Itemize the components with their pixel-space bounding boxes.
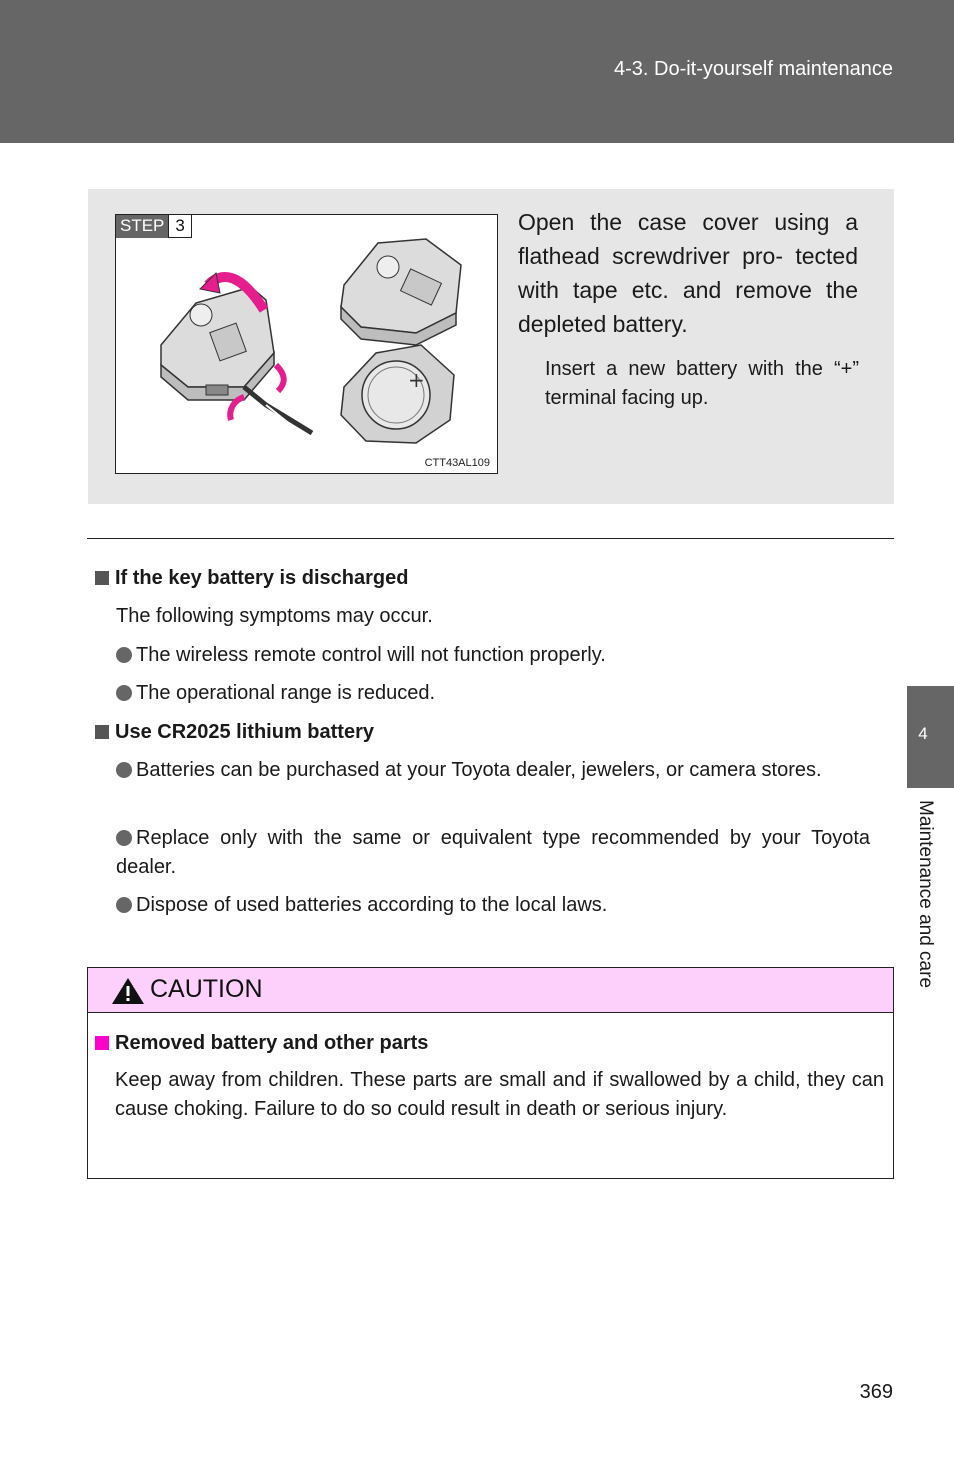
section-title: 4-3. Do-it-yourself maintenance (613, 58, 893, 80)
list-item (116, 679, 870, 708)
warning-icon (110, 976, 146, 1006)
caution-title: CAUTION (150, 975, 263, 1003)
page-number: 369 (859, 1381, 893, 1403)
caution-box (87, 967, 894, 1179)
bullet-dot-icon (116, 830, 132, 846)
step-number: 3 (168, 215, 191, 238)
discharged-heading (95, 564, 408, 593)
list-item-text: The wireless remote control will not function properly. (136, 644, 606, 666)
key-battery-illustration (115, 214, 498, 474)
square-bullet-icon (95, 571, 109, 585)
list-item-text: Batteries can be purchased at your Toyota dealer, jewelers, or camera stores. (136, 759, 822, 781)
battery-type-heading-text: Use CR2025 lithium battery (115, 721, 374, 743)
caution-text: Keep away from children. These parts are small and if swallowed by a child, they can cause choking. Failure to do so could result in death or serious injury. (115, 1069, 884, 1120)
list-item (116, 641, 870, 670)
caution-header (88, 968, 893, 1013)
key-fob-open-left (161, 287, 312, 437)
list-item (116, 756, 870, 785)
list-item-text: Dispose of used batteries according to the local laws. (136, 894, 608, 916)
figure-code: CTT43AL109 (424, 457, 490, 469)
section-divider (87, 538, 894, 539)
list-item-text: The operational range is reduced. (136, 682, 436, 704)
chapter-number: 4 (918, 724, 928, 743)
key-case-drawing (116, 215, 497, 473)
bullet-dot-icon (116, 897, 132, 913)
key-fob-closed-right (341, 239, 461, 345)
chapter-label: Maintenance and care (915, 800, 936, 989)
page-header (0, 0, 954, 143)
caution-subheading-text: Removed battery and other parts (115, 1032, 429, 1054)
list-item (116, 891, 870, 920)
bullet-dot-icon (116, 685, 132, 701)
step-note: Insert a new battery with the “+” terminal facing up. (545, 358, 859, 409)
svg-text:+: + (408, 368, 425, 392)
chapter-tab (907, 686, 954, 788)
square-bullet-icon (95, 725, 109, 739)
list-item (116, 824, 870, 882)
bullet-dot-icon (116, 762, 132, 778)
step-instruction: Open the case cover using a flathead screwdriver pro- tected with tape etc. and remove the depleted battery. (518, 209, 858, 337)
bullet-dot-icon (116, 647, 132, 663)
list-item-text: Replace only with the same or equivalent type recommended by your Toyota dealer. (116, 827, 870, 878)
step-panel (88, 189, 894, 504)
square-bullet-icon (95, 1036, 109, 1050)
discharged-intro: The following symptoms may occur. (116, 605, 433, 627)
battery-holder (341, 345, 454, 443)
battery-type-heading (95, 718, 374, 747)
step-label: STEP (116, 215, 168, 238)
caution-subheading (95, 1029, 428, 1058)
discharged-heading-text: If the key battery is discharged (115, 567, 409, 589)
